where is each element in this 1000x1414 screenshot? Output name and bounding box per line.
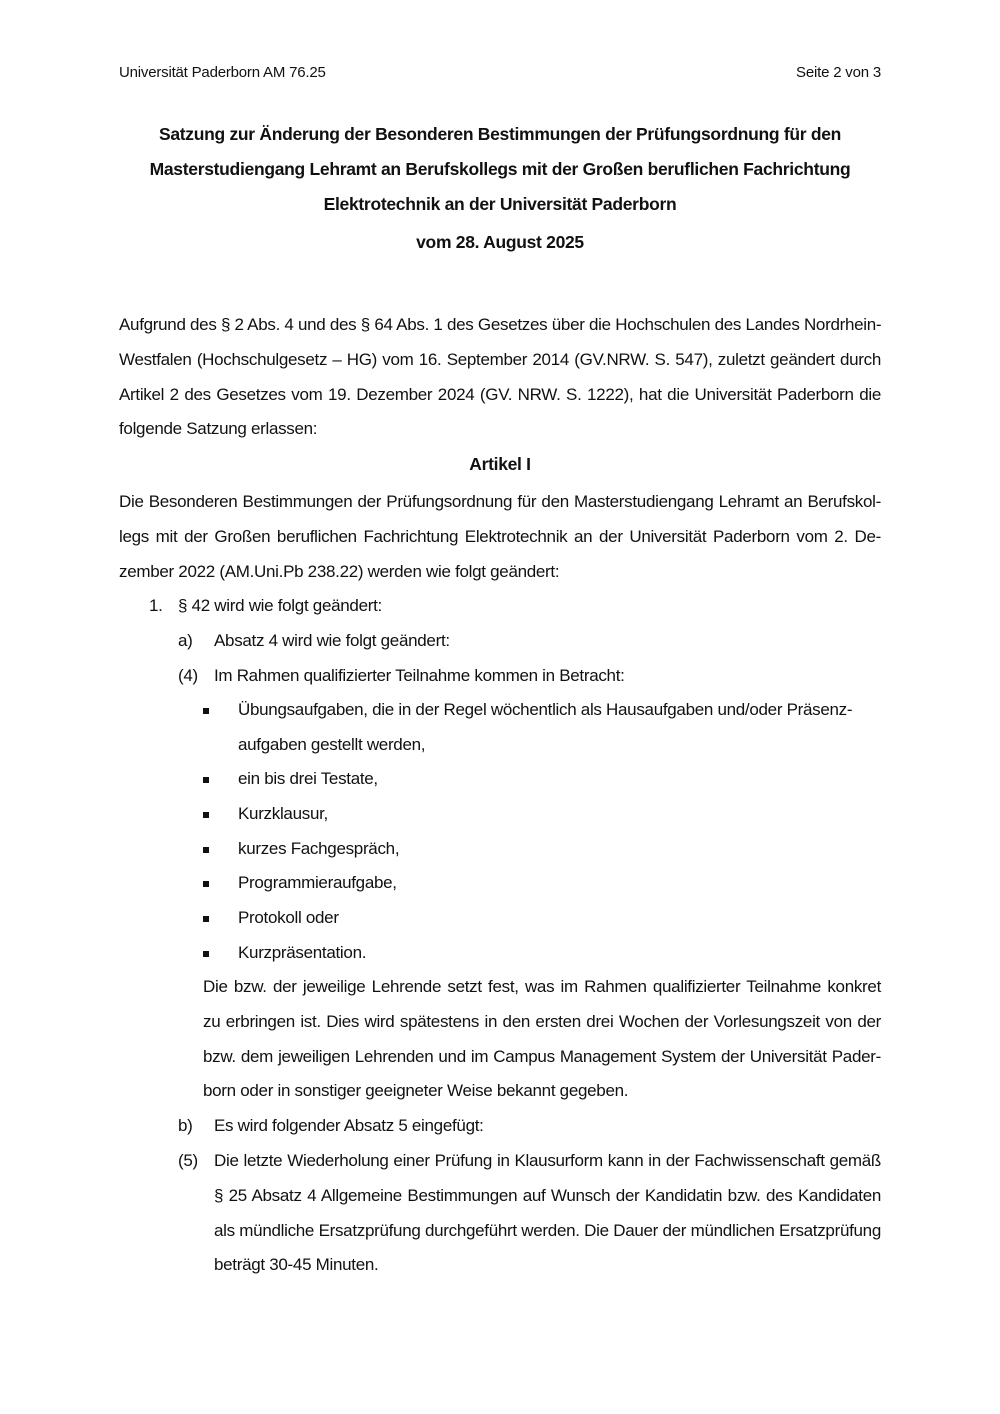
bullet-square-icon: [203, 881, 209, 887]
article-heading: Artikel I: [469, 454, 531, 474]
paragraph-line: als mündliche Ersatzprüfung durchgeführt werden. Die Dauer der mündlichen Ersatzprüfung: [214, 1220, 881, 1240]
list-item-1: § 42 wird wie folgt geändert:: [178, 596, 382, 615]
paragraph-line: zu erbringen ist. Dies wird spätestens in den ersten drei Wochen der Vorlesungszeit von der: [203, 1011, 881, 1031]
header-page-number: Seite 2 von 3: [796, 64, 881, 81]
paragraph-5: [214, 1144, 881, 1283]
title-line: Elektrotechnik an der Universität Paderborn: [323, 194, 677, 214]
bullet-square-icon: [203, 847, 209, 853]
article-paragraph: [119, 485, 881, 589]
intro-line: Artikel 2 des Gesetzes vom 19. Dezember 2024 (GV. NRW. S. 1222), hat die Universität Paderborn die: [119, 384, 881, 404]
bullet-item: ein bis drei Testate,: [238, 769, 378, 788]
bullet-square-icon: [203, 708, 209, 714]
document-title: [119, 117, 881, 222]
bullet-square-icon: [203, 812, 209, 818]
paragraph-line: bzw. dem jeweiligen Lehrenden und im Campus Management System der Universität Pader-: [203, 1046, 881, 1066]
title-line: Satzung zur Änderung der Besonderen Bestimmungen der Prüfungsordnung für den: [158, 124, 842, 144]
article-line: legs mit der Großen beruflichen Fachrichtung Elektrotechnik an der Universität Paderborn vom 2. De-: [119, 526, 881, 546]
bullet-square-icon: [203, 777, 209, 783]
article-line: zember 2022 (AM.Uni.Pb 238.22) werden wie folgt geändert:: [119, 561, 560, 581]
paragraph-4-followup: [203, 970, 881, 1109]
intro-paragraph: [119, 308, 881, 447]
article-line: Die Besonderen Bestimmungen der Prüfungsordnung für den Masterstudiengang Lehramt an Berufskol-: [119, 492, 881, 511]
list-marker-b: b): [178, 1116, 193, 1135]
bullet-item: Kurzklausur,: [238, 804, 328, 823]
paragraph-line: Die letzte Wiederholung einer Prüfung in Klausurform kann in der Fachwissenschaft gemäß: [214, 1151, 881, 1170]
intro-line: folgende Satzung erlassen:: [119, 419, 318, 439]
list-marker-a: a): [178, 631, 193, 650]
paragraph-line: born oder in sonstiger geeigneter Weise bekannt gegeben.: [203, 1081, 629, 1101]
list-item-a: Absatz 4 wird wie folgt geändert:: [214, 631, 450, 650]
bullet-item: Übungsaufgaben, die in der Regel wöchentlich als Hausaufgaben und/oder Präsenz-: [238, 700, 853, 719]
paragraph-4-intro: Im Rahmen qualifizierter Teilnahme kommen in Betracht:: [214, 666, 625, 685]
list-item-b: Es wird folgender Absatz 5 eingefügt:: [214, 1116, 484, 1135]
title-line: Masterstudiengang Lehramt an Berufskollegs mit der Großen beruflichen Fachrichtung: [149, 159, 851, 179]
bullet-item: Programmieraufgabe,: [238, 873, 397, 892]
bullet-item-continued: aufgaben gestellt werden,: [238, 735, 426, 754]
bullet-item: Kurzpräsentation.: [238, 943, 367, 962]
paragraph-marker-5: (5): [178, 1151, 198, 1170]
intro-line: Aufgrund des § 2 Abs. 4 und des § 64 Abs. 1 des Gesetzes über die Hochschulen des Landes Nordrhein-: [119, 315, 882, 334]
paragraph-line: beträgt 30-45 Minuten.: [214, 1255, 379, 1275]
bullet-square-icon: [203, 916, 209, 922]
bullet-item: kurzes Fachgespräch,: [238, 839, 400, 858]
bullet-square-icon: [203, 951, 209, 957]
intro-line: Westfalen (Hochschulgesetz – HG) vom 16. September 2014 (GV.NRW. S. 547), zuletzt geändert durch: [119, 349, 881, 369]
paragraph-marker-4: (4): [178, 666, 198, 685]
paragraph-line: Die bzw. der jeweilige Lehrende setzt fest, was im Rahmen qualifizierter Teilnahme konkret: [203, 977, 881, 996]
header-publication: Universität Paderborn AM 76.25: [119, 64, 326, 81]
bullet-item: Protokoll oder: [238, 908, 339, 927]
list-marker-1: 1.: [149, 596, 163, 615]
document-date: vom 28. August 2025: [416, 232, 584, 252]
paragraph-line: § 25 Absatz 4 Allgemeine Bestimmungen auf Wunsch der Kandidatin bzw. des Kandidaten: [214, 1185, 881, 1205]
